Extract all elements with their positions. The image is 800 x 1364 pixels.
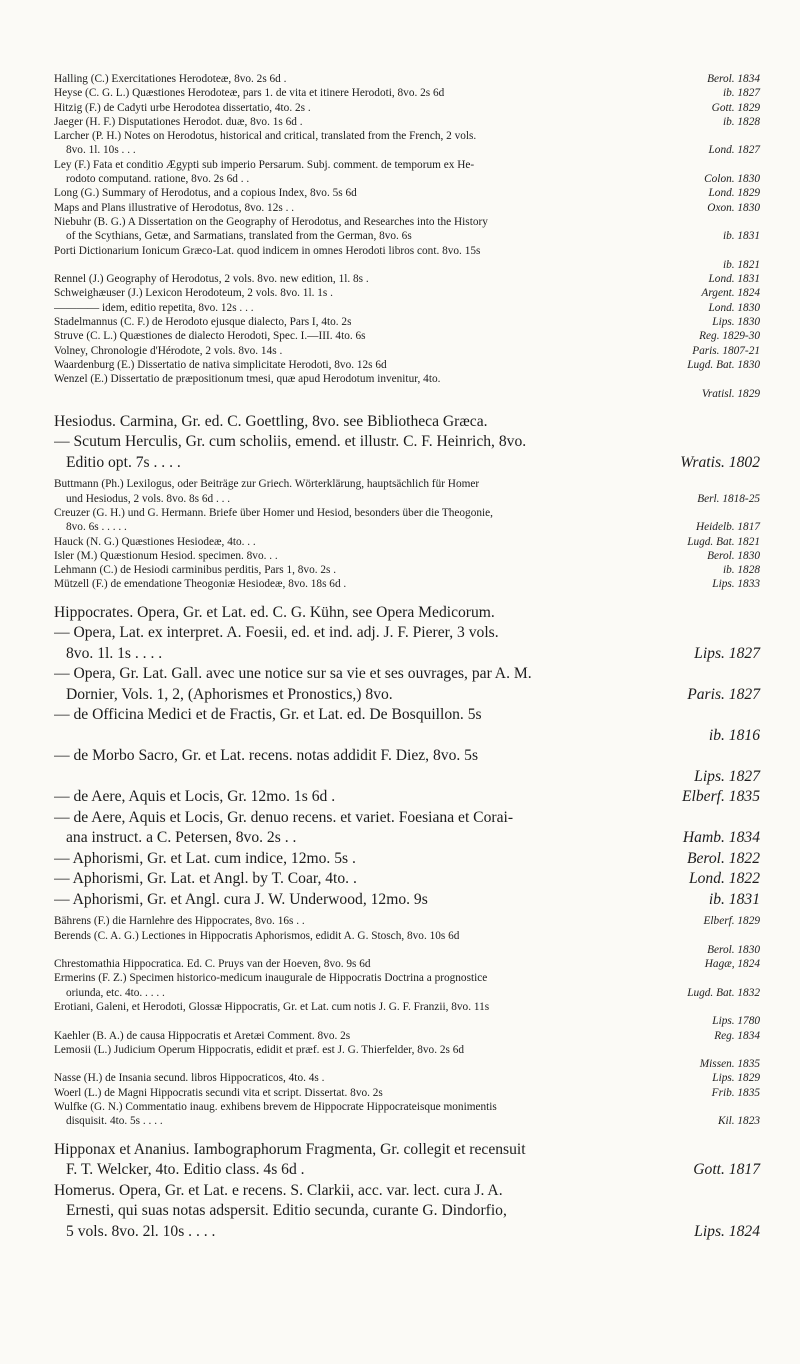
entry-text: Hipponax et Ananius. Iambographorum Fragmenta, Gr. collegit et recensuit <box>54 1140 526 1158</box>
catalogue-line <box>54 603 760 624</box>
catalogue-line <box>54 315 760 329</box>
catalogue-line <box>54 387 760 401</box>
catalogue-line <box>54 986 760 1000</box>
entry-text: Jaeger (H. F.) Disputationes Herodot. duæ, 8vo. 1s 6d . <box>54 115 303 128</box>
entry-text: — de Morbo Sacro, Gr. et Lat. recens. notas addidit F. Diez, 8vo. 5s <box>54 747 479 765</box>
catalogue-line <box>54 201 760 215</box>
catalogue-line <box>54 229 760 243</box>
entry-text: disquisit. 4to. 5s . . . . <box>66 1115 163 1128</box>
entry-imprint: Colon. 1830 <box>704 173 760 186</box>
section-hipponax-homerus <box>54 1140 760 1243</box>
entry-text: Hesiodus. Carmina, Gr. ed. C. Goettling, 8vo. see Bibliotheca Græca. <box>54 412 488 430</box>
entry-text: Editio opt. 7s . . . . <box>66 453 181 471</box>
catalogue-line <box>54 1029 760 1043</box>
entry-imprint: Elberf. 1835 <box>682 788 760 806</box>
entry-imprint: ib. 1831 <box>708 890 760 908</box>
entry-text: 8vo. 6s . . . . . <box>66 521 127 534</box>
entry-text: 8vo. 1l. 1s . . . . <box>66 644 163 662</box>
entry-imprint: Frib. 1835 <box>711 1086 760 1099</box>
catalogue-line <box>54 101 760 115</box>
entry-text: — de Aere, Aquis et Locis, Gr. 12mo. 1s 6d . <box>54 788 336 806</box>
catalogue-line <box>54 329 760 343</box>
catalogue-line <box>54 186 760 200</box>
catalogue-line <box>54 453 760 474</box>
entry-text: oriunda, etc. 4to. . . . . <box>66 986 165 999</box>
entry-text: Maps and Plans illustrative of Herodotus, 8vo. 12s . . <box>54 201 295 214</box>
catalogue-line <box>54 890 760 911</box>
entry-text: Ermerins (F. Z.) Specimen historico-medicum inaugurale de Hippocratis Doctrina a prognostice <box>54 972 488 985</box>
entry-imprint: Argent. 1824 <box>701 287 760 300</box>
entry-imprint: Vratisl. 1829 <box>701 387 760 400</box>
entry-imprint: Reg. 1829-30 <box>699 330 760 343</box>
catalogue-line <box>54 943 760 957</box>
entry-text: und Hesiodus, 2 vols. 8vo. 8s 6d . . . <box>66 492 231 505</box>
entry-imprint: Lugd. Bat. 1832 <box>687 986 760 999</box>
catalogue-line <box>54 432 760 453</box>
entry-text: 8vo. 1l. 10s . . . <box>66 144 136 157</box>
catalogue-line <box>54 577 760 591</box>
catalogue-line <box>54 1114 760 1128</box>
entry-text: Ernesti, qui suas notas adspersit. Editio secunda, curante G. Dindorfio, <box>66 1202 507 1220</box>
catalogue-line <box>54 929 760 943</box>
entry-imprint: Lips. 1830 <box>712 316 760 329</box>
catalogue-line <box>54 115 760 129</box>
catalogue-line <box>54 563 760 577</box>
catalogue-line <box>54 1086 760 1100</box>
entry-imprint: ib. 1821 <box>722 258 760 271</box>
catalogue-line <box>54 1181 760 1202</box>
catalogue-line <box>54 258 760 272</box>
entry-text: Isler (M.) Quæstionum Hesiod. specimen. 8vo. . . <box>54 549 278 562</box>
catalogue-line <box>54 664 760 685</box>
catalogue-line <box>54 535 760 549</box>
entry-imprint: Hamb. 1834 <box>682 829 760 847</box>
catalogue-line <box>54 412 760 433</box>
catalogue-line <box>54 549 760 563</box>
entry-text: Porti Dictionarium Ionicum Græco-Lat. quod indicem in omnes Herodoti libros cont. 8vo. 15s <box>54 244 481 257</box>
catalogue-line <box>54 1160 760 1181</box>
entry-text: Creuzer (G. H.) und G. Hermann. Briefe über Homer und Hesiod, besonders über die Theogonie, <box>54 506 493 519</box>
catalogue-line <box>54 358 760 372</box>
entry-imprint: Lond. 1822 <box>688 870 760 888</box>
entry-imprint: Berol. 1830 <box>707 943 760 956</box>
entry-text: Schweighæuser (J.) Lexicon Herodoteum, 2 vols. 8vo. 1l. 1s . <box>54 287 333 300</box>
entry-text: Hippocrates. Opera, Gr. et Lat. ed. C. G. Kühn, see Opera Medicorum. <box>54 603 495 621</box>
entry-imprint: Paris. 1827 <box>687 685 760 703</box>
catalogue-line <box>54 746 760 767</box>
entry-imprint: Lips. 1829 <box>712 1072 760 1085</box>
catalogue-line <box>54 477 760 491</box>
entry-text: Woerl (L.) de Magni Hippocratis secundi vita et script. Dissertat. 8vo. 2s <box>54 1086 383 1099</box>
entry-imprint: Missen. 1835 <box>699 1058 760 1071</box>
catalogue-line <box>54 301 760 315</box>
entry-text: Halling (C.) Exercitationes Herodoteæ, 8vo. 2s 6d . <box>54 73 287 85</box>
catalogue-line <box>54 129 760 143</box>
entry-imprint: Paris. 1807-21 <box>692 344 760 357</box>
entry-text: — Opera, Gr. Lat. Gall. avec une notice sur sa vie et ses ouvrages, par A. M. <box>54 665 532 683</box>
catalogue-line <box>54 1057 760 1071</box>
catalogue-line <box>54 1071 760 1085</box>
catalogue-line <box>54 244 760 258</box>
catalogue-line <box>54 344 760 358</box>
entry-text: Nasse (H.) de Insania secund. libros Hippocraticos, 4to. 4s . <box>54 1072 325 1085</box>
entry-imprint: Lond. 1827 <box>708 144 760 157</box>
entry-imprint: Lips. 1780 <box>712 1015 760 1028</box>
entry-text: Kaehler (B. A.) de causa Hippocratis et Aretæi Comment. 8vo. 2s <box>54 1029 351 1042</box>
catalogue-line <box>54 272 760 286</box>
catalogue-line <box>54 1043 760 1057</box>
entry-imprint: Gott. 1829 <box>711 101 760 114</box>
catalogue-line <box>54 957 760 971</box>
entry-text: Volney, Chronologie d'Hérodote, 2 vols. 8vo. 14s . <box>54 344 283 357</box>
entry-text: — Aphorismi, Gr. et Angl. cura J. W. Underwood, 12mo. 9s <box>54 890 428 908</box>
entry-imprint: Berol. 1834 <box>707 73 760 85</box>
entry-imprint: Berol. 1822 <box>686 849 760 867</box>
entry-imprint: Berol. 1830 <box>707 549 760 562</box>
entry-text: Mützell (F.) de emendatione Theogoniæ Hesiodeæ, 8vo. 18s 6d . <box>54 578 347 591</box>
section-herodotus-commentary <box>54 72 760 401</box>
entry-text: — de Aere, Aquis et Locis, Gr. denuo recens. et variet. Foesiana et Corai- <box>54 808 514 826</box>
catalogue-line <box>54 767 760 788</box>
entry-text: 5 vols. 8vo. 2l. 10s . . . . <box>66 1222 216 1240</box>
entry-imprint: ib. 1831 <box>722 230 760 243</box>
entry-imprint: Heidelb. 1817 <box>695 521 760 534</box>
entry-text: ana instruct. a C. Petersen, 8vo. 2s . . <box>66 829 297 847</box>
entry-imprint: Lond. 1831 <box>708 273 760 286</box>
entry-imprint: Lond. 1829 <box>708 187 760 200</box>
entry-text: Chrestomathia Hippocratica. Ed. C. Pruys van der Hoeven, 8vo. 9s 6d <box>54 958 371 971</box>
catalogue-line <box>54 705 760 726</box>
catalogue-line <box>54 1014 760 1028</box>
entry-text: Long (G.) Summary of Herodotus, and a copious Index, 8vo. 5s 6d <box>54 187 357 200</box>
entry-text: Hauck (N. G.) Quæstiones Hesiodeæ, 4to. . . <box>54 535 256 548</box>
entry-imprint: ib. 1816 <box>708 726 760 744</box>
entry-imprint: Berl. 1818-25 <box>697 492 760 505</box>
catalogue-line <box>54 1000 760 1014</box>
entry-text: Dornier, Vols. 1, 2, (Aphorismes et Pronostics,) 8vo. <box>66 685 393 703</box>
catalogue-line <box>54 492 760 506</box>
catalogue-line <box>54 1201 760 1222</box>
catalogue-line <box>54 808 760 829</box>
catalogue-line <box>54 1222 760 1243</box>
catalogue-line <box>54 644 760 665</box>
entry-text: ———— idem, editio repetita, 8vo. 12s . . . <box>54 301 254 314</box>
entry-imprint: Lips. 1827 <box>694 767 760 785</box>
entry-text: Rennel (J.) Geography of Herodotus, 2 vols. 8vo. new edition, 1l. 8s . <box>54 273 369 286</box>
entry-imprint: Wratis. 1802 <box>680 453 760 471</box>
entry-text: Waardenburg (E.) Dissertatio de nativa simplicitate Herodoti, 8vo. 12s 6d <box>54 358 387 371</box>
catalogue-line <box>54 787 760 808</box>
entry-text: Berends (C. A. G.) Lectiones in Hippocratis Aphorismos, edidit A. G. Stosch, 8vo. 10s 6d <box>54 929 460 942</box>
entry-text: Heyse (C. G. L.) Quæstiones Herodoteæ, pars 1. de vita et itinere Herodoti, 8vo. 2s 6d <box>54 87 445 100</box>
entry-text: — Scutum Herculis, Gr. cum scholiis, emend. et illustr. C. F. Heinrich, 8vo. <box>54 433 527 451</box>
catalogue-line <box>54 72 760 86</box>
entry-text: Hitzig (F.) de Cadyti urbe Herodotea dissertatio, 4to. 2s . <box>54 101 311 114</box>
catalogue-line <box>54 971 760 985</box>
entry-imprint: ib. 1827 <box>722 87 760 100</box>
entry-imprint: Lips. 1827 <box>694 644 760 662</box>
entry-imprint: Kil. 1823 <box>717 1115 760 1128</box>
catalogue-line <box>54 914 760 928</box>
entry-imprint: Gott. 1817 <box>693 1161 760 1179</box>
entry-text: Lemosii (L.) Judicium Operum Hippocratis, edidit et præf. est J. G. Thierfelder, 8vo. 2s 6d <box>54 1043 465 1056</box>
entry-imprint: Lugd. Bat. 1821 <box>687 535 760 548</box>
entry-imprint: Lips. 1824 <box>694 1222 760 1240</box>
section-hippocrates <box>54 603 760 1129</box>
catalogue-line <box>54 158 760 172</box>
entry-imprint: Oxon. 1830 <box>707 201 760 214</box>
catalogue-line <box>54 849 760 870</box>
entry-text: — Aphorismi, Gr. et Lat. cum indice, 12mo. 5s . <box>54 849 356 867</box>
entry-text: — Opera, Lat. ex interpret. A. Foesii, ed. et ind. adj. J. F. Pierer, 3 vols. <box>54 624 499 642</box>
catalogue-line <box>54 869 760 890</box>
entry-imprint: Lond. 1830 <box>708 301 760 314</box>
entry-text: — de Officina Medici et de Fractis, Gr. et Lat. ed. De Bosquillon. 5s <box>54 706 482 724</box>
catalogue-line <box>54 1140 760 1161</box>
entry-text: Erotiani, Galeni, et Herodoti, Glossæ Hippocratis, Gr. et Lat. cum notis J. G. F. Franzii, 8vo. 11s <box>54 1000 490 1013</box>
entry-imprint: Elberf. 1829 <box>703 915 760 928</box>
entry-text: of the Scythians, Getæ, and Sarmatians, translated from the German, 8vo. 6s <box>66 230 412 243</box>
catalogue-line <box>54 372 760 386</box>
catalogue-line <box>54 685 760 706</box>
entry-imprint: Lips. 1833 <box>712 578 760 591</box>
catalogue-line <box>54 1100 760 1114</box>
entry-text: F. T. Welcker, 4to. Editio class. 4s 6d . <box>66 1161 305 1179</box>
entry-imprint: ib. 1828 <box>722 115 760 128</box>
entry-text: Wenzel (E.) Dissertatio de præpositionum tmesi, quæ apud Herodotum invenitur, 4to. <box>54 373 441 386</box>
entry-text: — Aphorismi, Gr. Lat. et Angl. by T. Coar, 4to. . <box>54 870 357 888</box>
entry-text: Homerus. Opera, Gr. et Lat. e recens. S. Clarkii, acc. var. lect. cura J. A. <box>54 1181 503 1199</box>
catalogue-line <box>54 506 760 520</box>
entry-text: Larcher (P. H.) Notes on Herodotus, historical and critical, translated from the French, 2 vols. <box>54 130 477 143</box>
entry-text: rodoto computand. ratione, 8vo. 2s 6d . . <box>66 173 250 186</box>
entry-text: Buttmann (Ph.) Lexilogus, oder Beiträge zur Griech. Wörterklärung, hauptsächlich für Homer <box>54 478 480 491</box>
entry-text: Stadelmannus (C. F.) de Herodoto ejusque dialecto, Pars I, 4to. 2s <box>54 316 352 329</box>
catalogue-line <box>54 286 760 300</box>
entry-text: Struve (C. L.) Quæstiones de dialecto Herodoti, Spec. I.—III. 4to. 6s <box>54 330 366 343</box>
entry-imprint: Hagæ, 1824 <box>704 958 760 971</box>
catalogue-line <box>54 726 760 747</box>
catalogue-line <box>54 215 760 229</box>
catalogue-line <box>54 520 760 534</box>
catalogue-line <box>54 143 760 157</box>
entry-text: Ley (F.) Fata et conditio Ægypti sub imperio Persarum. Subj. comment. de temporum ex He- <box>54 158 475 171</box>
entry-imprint: Reg. 1834 <box>714 1029 760 1042</box>
entry-text: Niebuhr (B. G.) A Dissertation on the Geography of Herodotus, and Researches into the History <box>54 215 488 228</box>
entry-text: Wulfke (G. N.) Commentatio inaug. exhibens brevem de Hippocrate Hippocrateisque monimentis <box>54 1101 497 1114</box>
entry-imprint: ib. 1828 <box>722 564 760 577</box>
entry-imprint: Lugd. Bat. 1830 <box>687 358 760 371</box>
entry-text: Lehmann (C.) de Hesiodi carminibus perditis, Pars 1, 8vo. 2s . <box>54 564 337 577</box>
catalogue-line <box>54 623 760 644</box>
catalogue-line <box>54 172 760 186</box>
entry-text: Bährens (F.) die Harnlehre des Hippocrates, 8vo. 16s . . <box>54 915 305 928</box>
catalogue-line <box>54 86 760 100</box>
catalogue-line <box>54 828 760 849</box>
section-hesiodus <box>54 412 760 592</box>
